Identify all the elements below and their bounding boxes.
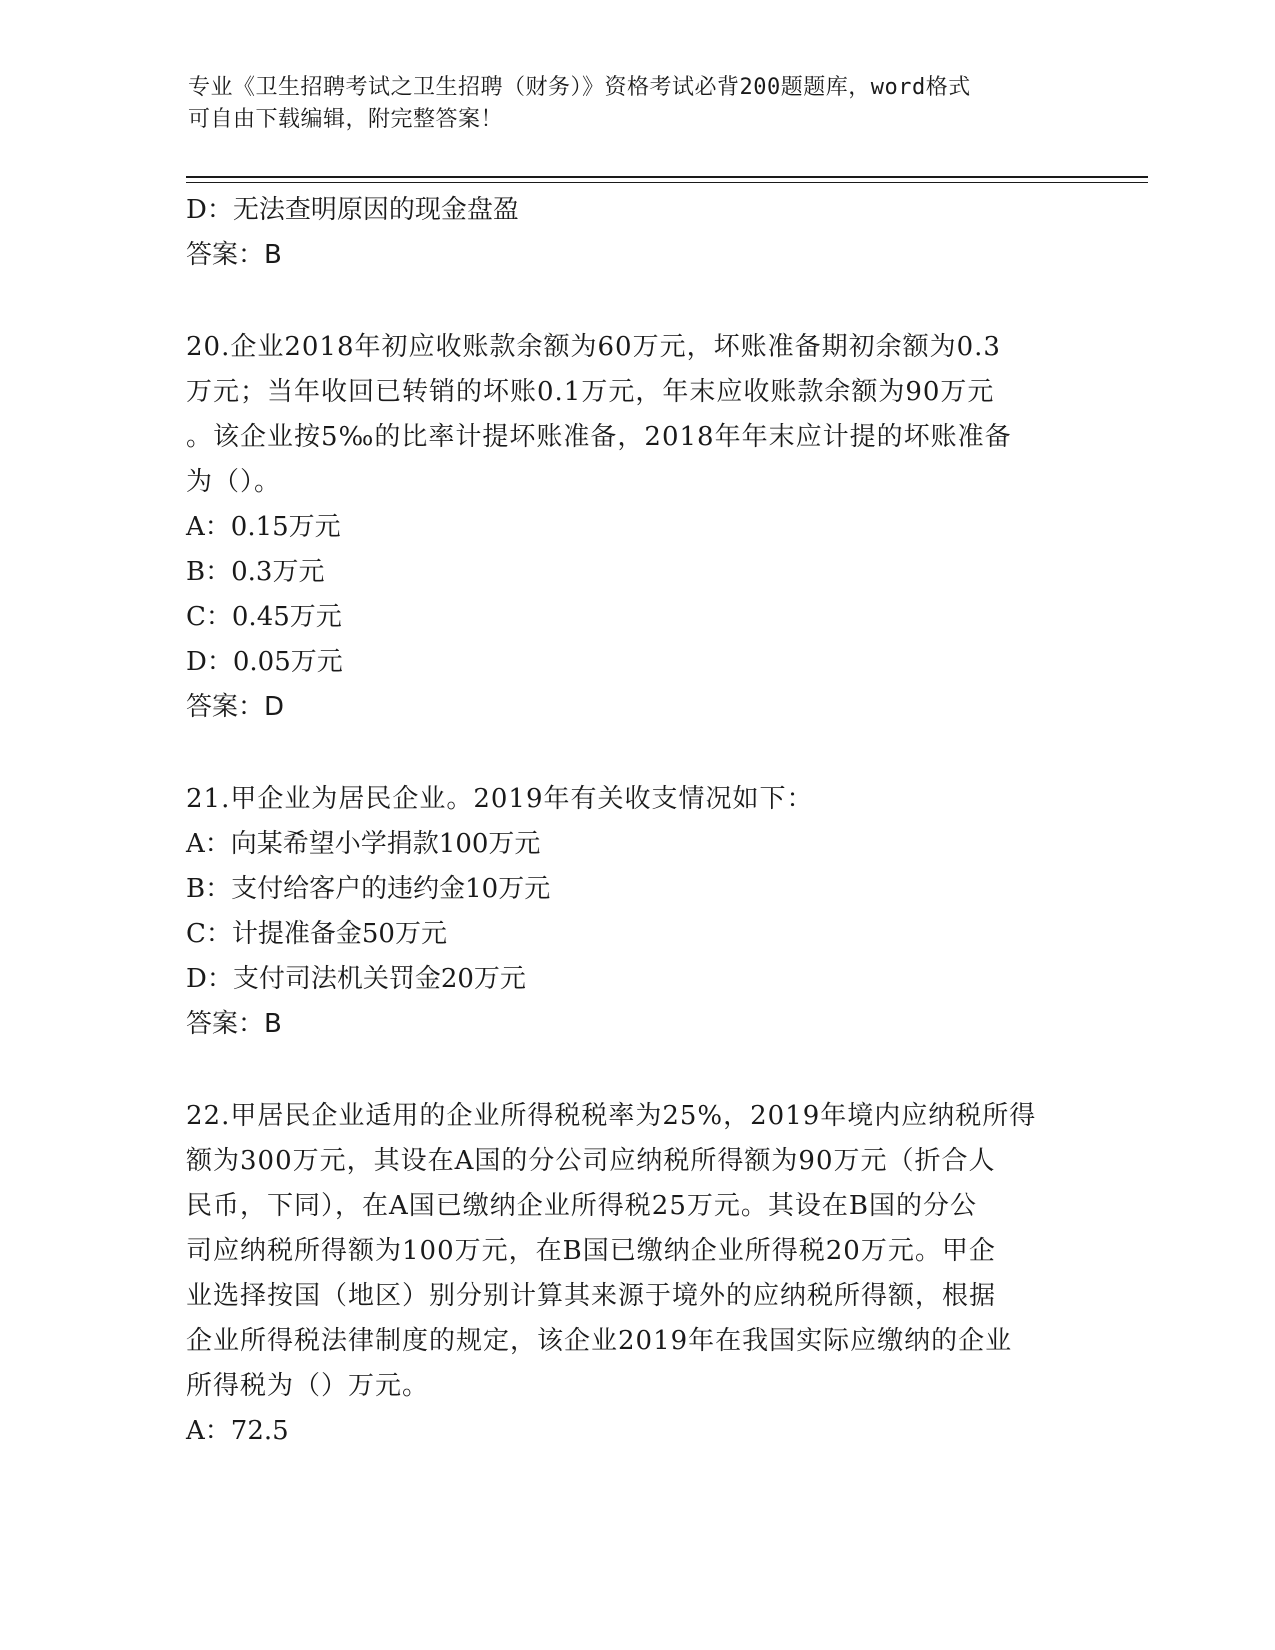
answer: 答案：B <box>186 1009 282 1039</box>
answer: 答案：B <box>186 240 282 270</box>
question-text-line: 企业所得税法律制度的规定，该企业2019年在我国实际应缴纳的企业 <box>186 1326 1013 1356</box>
header-line-2: 可自由下载编辑，附完整答案！ <box>188 107 504 132</box>
header-divider-thin <box>186 182 1148 183</box>
question-21 <box>186 777 1086 1047</box>
question-20 <box>186 325 1086 730</box>
answer: 答案：D <box>186 692 285 722</box>
question-text-line: 万元；当年收回已转销的坏账0.1万元，年末应收账款余额为90万元 <box>186 377 995 407</box>
question-text-line: 业选择按国（地区）别分别计算其来源于境外的应纳税所得额，根据 <box>186 1281 997 1311</box>
question-text-line: 为（）。 <box>186 467 282 497</box>
spacer <box>186 730 1086 777</box>
header-line-1: 专业《卫生招聘考试之卫生招聘（财务）》资格考试必背200题题库，word格式 <box>188 75 971 100</box>
option-a: A：72.5 <box>186 1416 289 1446</box>
option-c: C：计提准备金50万元 <box>186 919 447 949</box>
page-header <box>188 72 1088 136</box>
question-text-line: 20.企业2018年初应收账款余额为60万元，坏账准备期初余额为0.3 <box>186 332 1001 362</box>
option-a: A：向某希望小学捐款100万元 <box>186 829 541 859</box>
question-text-line: 。该企业按5‰的比率计提坏账准备，2018年年末应计提的坏账准备 <box>186 422 1012 452</box>
option-d: D：无法查明原因的现金盘盈 <box>186 195 519 225</box>
question-text-line: 所得税为（）万元。 <box>186 1371 430 1401</box>
question-text-line: 司应纳税所得额为100万元，在B国已缴纳企业所得税20万元。甲企 <box>186 1236 996 1266</box>
option-b: B：支付给客户的违约金10万元 <box>186 874 551 904</box>
option-d: D：0.05万元 <box>186 647 343 677</box>
option-b: B：0.3万元 <box>186 557 325 587</box>
option-a: A：0.15万元 <box>186 512 341 542</box>
question-text-line: 额为300万元，其设在A国的分公司应纳税所得额为90万元（折合人 <box>186 1146 996 1176</box>
question-text-line: 21.甲企业为居民企业。2019年有关收支情况如下： <box>186 784 814 814</box>
option-c: C：0.45万元 <box>186 602 342 632</box>
header-divider-thick <box>186 176 1148 178</box>
question-text-line: 民币，下同），在A国已缴纳企业所得税25万元。其设在B国的分公 <box>186 1191 977 1221</box>
question-19-tail <box>186 188 1086 278</box>
document-body <box>186 188 1086 1454</box>
option-d: D：支付司法机关罚金20万元 <box>186 964 526 994</box>
spacer <box>186 278 1086 325</box>
question-text-line: 22.甲居民企业适用的企业所得税税率为25%，2019年境内应纳税所得 <box>186 1101 1037 1131</box>
spacer <box>186 1047 1086 1094</box>
question-22 <box>186 1094 1086 1454</box>
